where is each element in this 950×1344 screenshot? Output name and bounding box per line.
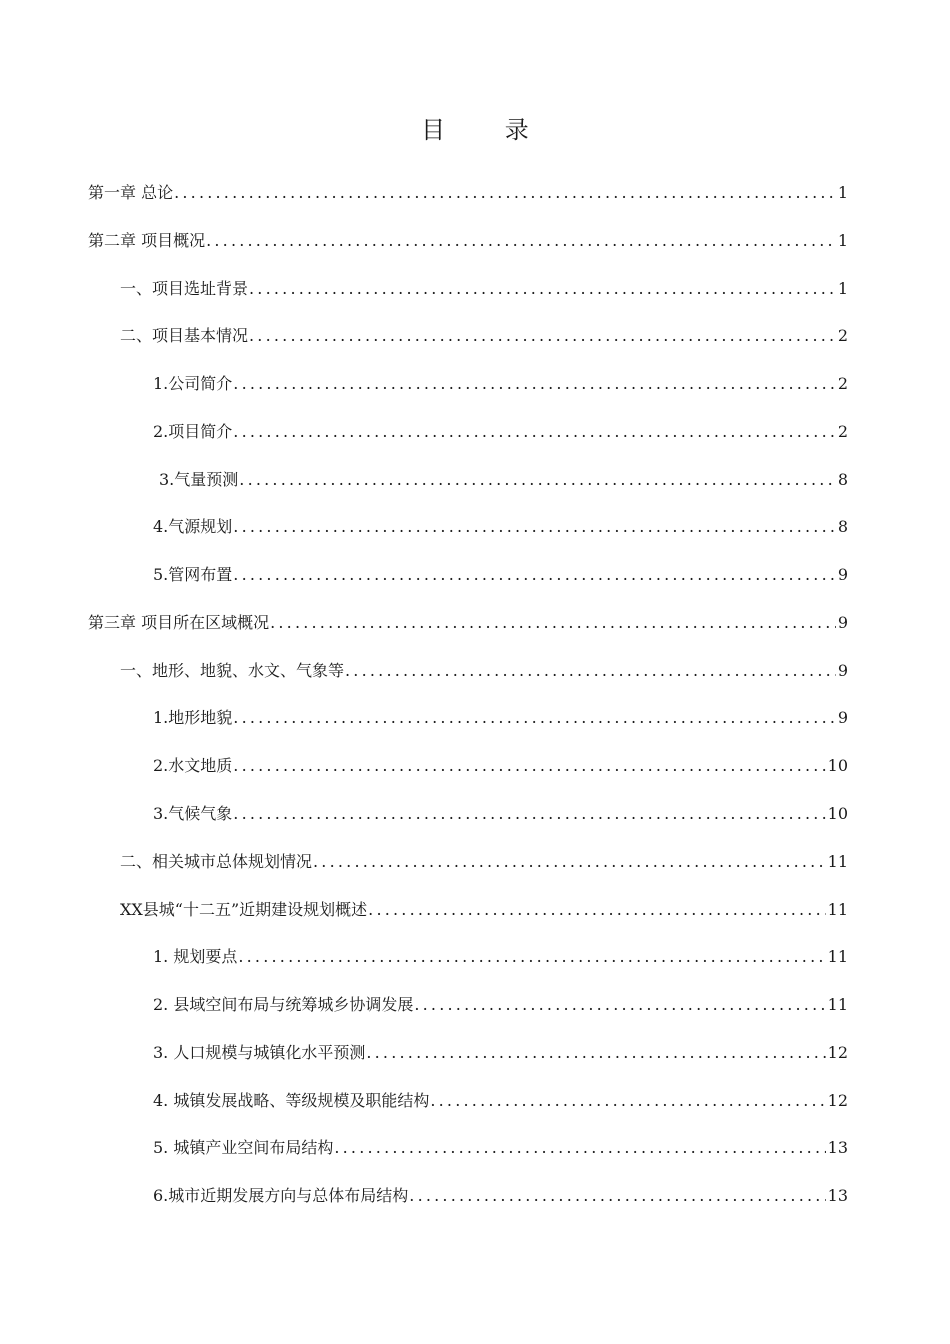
toc-entry[interactable] (153, 560, 848, 590)
toc-leader-dots (238, 942, 825, 972)
toc-entry-label: 4. 城镇发展战略、等级规模及职能结构 (153, 1091, 430, 1110)
toc-entry[interactable] (153, 1133, 848, 1163)
toc-entry[interactable] (88, 608, 848, 638)
toc-page-number: 13 (827, 1138, 848, 1157)
toc-page-number: 9 (837, 565, 848, 584)
toc-page-number: 8 (837, 470, 848, 489)
toc-page-number: 12 (827, 1091, 848, 1110)
toc-leader-dots (174, 178, 836, 208)
toc-page-number: 9 (837, 661, 848, 680)
toc-entry[interactable] (120, 321, 848, 351)
toc-page-number: 11 (827, 947, 848, 966)
toc-entry[interactable] (120, 656, 848, 686)
toc-leader-dots (249, 274, 836, 304)
toc-entry[interactable] (153, 1038, 848, 1068)
toc-leader-dots (233, 799, 825, 829)
toc-entry[interactable] (120, 895, 848, 925)
toc-entry[interactable] (159, 465, 848, 495)
toc-entry-label: 2.项目简介 (153, 422, 233, 441)
toc-entry-label: 第一章 总论 (88, 183, 174, 202)
toc-entry[interactable] (153, 369, 848, 399)
toc-page-number: 11 (827, 852, 848, 871)
toc-entry-label: 5. 城镇产业空间布局结构 (153, 1138, 334, 1157)
toc-leader-dots (334, 1133, 825, 1163)
toc-entry[interactable] (153, 799, 848, 829)
toc-entry-label: 二、相关城市总体规划情况 (120, 852, 313, 871)
toc-page-number: 13 (827, 1186, 848, 1205)
toc-page-number: 9 (837, 613, 848, 632)
toc-entry-label: 2. 县域空间布局与统筹城乡协调发展 (153, 995, 414, 1014)
toc-entry-label: 1.地形地貌 (153, 708, 233, 727)
toc-entry[interactable] (120, 274, 848, 304)
toc-entry-label: 6.城市近期发展方向与总体布局结构 (153, 1186, 409, 1205)
toc-page-number: 2 (837, 422, 848, 441)
toc-leader-dots (233, 703, 836, 733)
toc-entry[interactable] (153, 751, 848, 781)
toc-page-number: 2 (837, 374, 848, 393)
toc-entry-label: 2.水文地质 (153, 756, 233, 775)
toc-entry[interactable] (153, 703, 848, 733)
toc-page-number: 1 (837, 279, 848, 298)
toc-leader-dots (239, 465, 836, 495)
toc-entry[interactable] (88, 178, 848, 208)
toc-leader-dots (414, 990, 825, 1020)
toc-leader-dots (233, 417, 836, 447)
toc-entry[interactable] (153, 942, 848, 972)
toc-leader-dots (233, 512, 836, 542)
toc-leader-dots (233, 369, 836, 399)
toc-entry[interactable] (88, 226, 848, 256)
toc-leader-dots (313, 847, 826, 877)
toc-entry-label: 一、地形、地貌、水文、气象等 (120, 661, 345, 680)
toc-entry[interactable] (153, 1181, 848, 1211)
toc-entry[interactable] (153, 990, 848, 1020)
toc-page-number: 2 (837, 326, 848, 345)
toc-entry-label: 1. 规划要点 (153, 947, 238, 966)
toc-page-number: 11 (827, 995, 848, 1014)
toc-entry-label: 3. 人口规模与城镇化水平预测 (153, 1043, 366, 1062)
toc-entry-label: 5.管网布置 (153, 565, 233, 584)
toc-page-number: 11 (827, 900, 848, 919)
toc-entry[interactable] (120, 847, 848, 877)
toc-entry-label: 第二章 项目概况 (88, 231, 206, 250)
toc-leader-dots (345, 656, 836, 686)
toc-entry-label: 3.气量预测 (159, 470, 239, 489)
toc-entry-label: 3.气候气象 (153, 804, 233, 823)
toc-entry-label: 1.公司简介 (153, 374, 233, 393)
toc-page-number: 12 (827, 1043, 848, 1062)
toc-leader-dots (233, 751, 825, 781)
toc-page-number: 9 (837, 708, 848, 727)
toc-entry-label: XX县城“十二五”近期建设规划概述 (120, 900, 368, 919)
toc-page-number: 1 (837, 231, 848, 250)
toc-entry[interactable] (153, 1086, 848, 1116)
toc-leader-dots (270, 608, 836, 638)
toc-entry-label: 一、项目选址背景 (120, 279, 249, 298)
toc-leader-dots (368, 895, 825, 925)
toc-page-number: 8 (837, 517, 848, 536)
toc-leader-dots (249, 321, 836, 351)
toc-page-number: 10 (827, 756, 848, 775)
toc-entry-label: 第三章 项目所在区域概况 (88, 613, 270, 632)
toc-entry-label: 二、项目基本情况 (120, 326, 249, 345)
toc-entry[interactable] (153, 417, 848, 447)
toc-leader-dots (366, 1038, 825, 1068)
toc-leader-dots (233, 560, 836, 590)
page-title: 目 录 (421, 116, 555, 144)
toc-page-number: 10 (827, 804, 848, 823)
toc-leader-dots (206, 226, 836, 256)
toc-entry-label: 4.气源规划 (153, 517, 233, 536)
toc-leader-dots (430, 1086, 825, 1116)
toc-page-number: 1 (837, 183, 848, 202)
toc-entry[interactable] (153, 512, 848, 542)
toc-leader-dots (409, 1181, 825, 1211)
